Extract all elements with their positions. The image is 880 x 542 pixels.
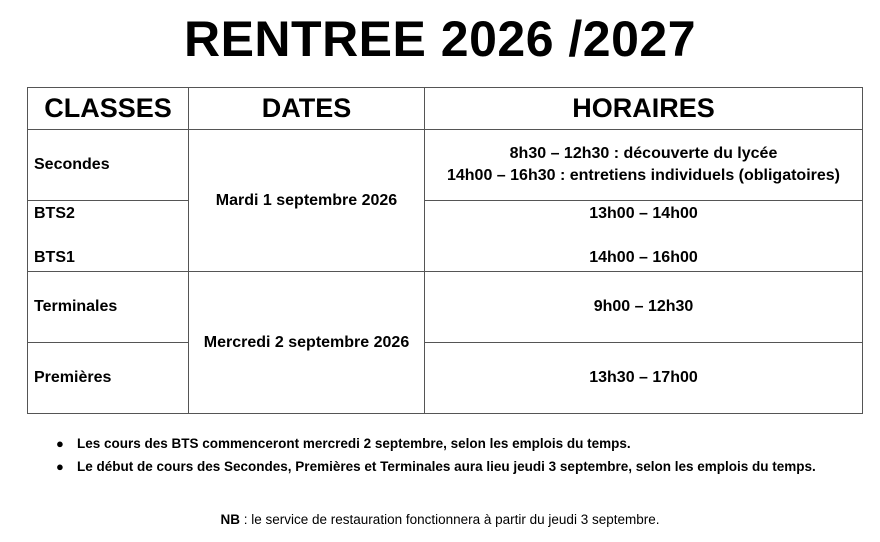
bullet-icon: ● — [56, 436, 64, 451]
table-row — [28, 343, 863, 414]
header-classes: CLASSES — [28, 88, 189, 130]
nb-text: : le service de restauration fonctionnera à partir du jeudi 3 septembre. — [240, 512, 660, 527]
date-day-2: Mercredi 2 septembre 2026 — [189, 272, 425, 414]
class-bts — [28, 201, 189, 272]
table-row — [28, 130, 863, 201]
table-row — [28, 272, 863, 343]
nb-label: NB — [220, 512, 240, 527]
nb-note — [0, 512, 880, 527]
table-header-row — [28, 88, 863, 130]
horaire-secondes — [425, 130, 863, 201]
list-item — [56, 432, 816, 455]
note-text: Les cours des BTS commenceront mercredi 2 septembre, selon les emplois du temps. — [77, 436, 631, 451]
horaire-terminales: 9h00 – 12h30 — [425, 272, 863, 343]
class-terminales: Terminales — [28, 272, 189, 343]
horaire-secondes-1: 8h30 – 12h30 : découverte du lycée — [509, 145, 778, 162]
note-text: Le début de cours des Secondes, Premières et Terminales aura lieu jeudi 3 septembre, selon les emplois du temps. — [77, 459, 816, 474]
list-item — [56, 455, 816, 478]
horaire-bts — [425, 201, 863, 272]
header-dates: DATES — [189, 88, 425, 130]
page-title: RENTREE 2026 /2027 — [183, 11, 697, 67]
table-row — [28, 201, 863, 272]
horaire-bts1: 14h00 – 16h00 — [589, 249, 698, 266]
schedule-table — [27, 87, 863, 414]
horaire-premieres: 13h30 – 17h00 — [425, 343, 863, 414]
header-horaires: HORAIRES — [425, 88, 863, 130]
class-secondes: Secondes — [28, 130, 189, 201]
horaire-secondes-2: 14h00 – 16h30 : entretiens individuels (obligatoires) — [446, 167, 840, 184]
horaire-bts2: 13h00 – 14h00 — [589, 205, 698, 222]
class-bts2: BTS2 — [34, 205, 75, 222]
bullet-icon: ● — [56, 459, 64, 474]
date-day-1: Mardi 1 septembre 2026 — [189, 130, 425, 272]
class-bts1: BTS1 — [34, 249, 75, 266]
class-premieres: Premières — [28, 343, 189, 414]
notes-list — [56, 432, 816, 478]
